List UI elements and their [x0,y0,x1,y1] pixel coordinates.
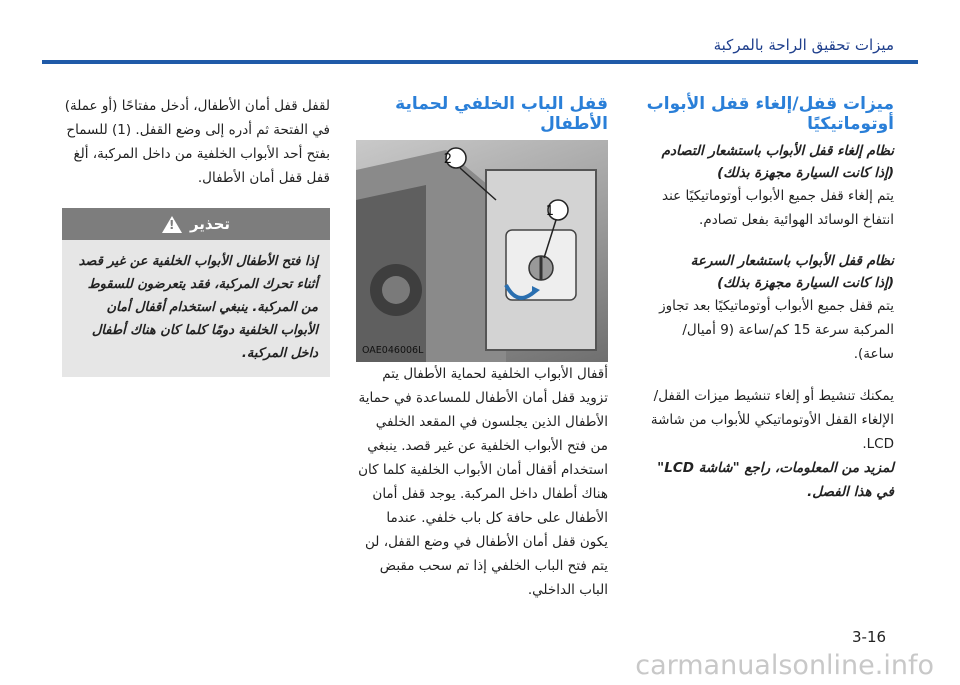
lcd-setting-text: يمكنك تنشيط أو إلغاء تنشيط ميزات القفل/الإلغاء القفل الأوتوماتيكي للأبواب من شاشة LCD. [650,388,894,452]
child-lock-title: قفل الباب الخلفي لحماية الأطفال [395,94,608,134]
warning-triangle-icon [162,216,182,233]
callout-1: 1 [545,204,554,219]
child-lock-text: أقفال الأبواب الخلفية لحماية الأطفال يتم تزويد قفل أمان الأطفال للمساعدة في حماية الأطفال الذين يجلسون في المقعد الخلفي من فتح الأبواب الخلفية عن غير قصد. ينبغي استخدام أقفال أمان الأبواب الخلفية كلما كان هناك أطفال داخل المركبة. يوجد قفل أمان الأطفال على حافة كل باب خلفي. عندما يكون قفل أمان الأطفال في وضع القفل، لن يتم فتح الباب الخلفي إذا تم سحب مقبض الباب الداخلي. [358,366,608,598]
callout-2: 2 [443,152,452,167]
child-lock-section [356,94,608,602]
photo-code: OAE046006L [362,345,424,356]
crash-unlock-text: يتم إلغاء قفل جميع الأبواب أوتوماتيكيًا عند انتفاخ الوسائد الهوائية بفعل تصادم. [662,188,894,228]
warning-title: تحذير [189,215,231,233]
auto-lock-title: ميزات قفل/إلغاء قفل الأبواب أوتوماتيكيًا [646,94,894,134]
speed-lock-text: يتم قفل جميع الأبواب أوتوماتيكيًا بعد تجاوز المركبة سرعة 15 كم/ساعة (9 أميال/ساعة). [659,298,894,362]
speed-lock-note: (إذا كانت السيارة مجهزة بذلك) [717,275,894,291]
warning-text: إذا فتح الأطفال الأبواب الخلفية عن غير قصد أثناء تحرك المركبة، فقد يتعرضون للسقوط من المركبة. ينبغي استخدام أقفال أمان الأبواب الخلفية دومًا كلما كان هناك أطفال داخل المركبة. [78,254,318,361]
watermark: carmanualsonline.info [635,650,934,681]
warning-box [62,208,330,377]
child-lock-instructions [62,94,330,377]
lcd-reference-text: لمزيد من المعلومات، راجع "شاشة LCD" في هذا الفصل. [657,460,894,500]
section-header-title: ميزات تحقيق الراحة بالمركبة [713,36,894,54]
crash-unlock-subtitle: نظام إلغاء قفل الأبواب باستشعار التصادم [661,143,894,159]
speed-lock-subtitle: نظام قفل الأبواب باستشعار السرعة [690,253,894,269]
crash-unlock-note: (إذا كانت السيارة مجهزة بذلك) [717,165,894,181]
warning-header [62,208,330,240]
header-divider [42,60,918,64]
auto-lock-section [644,94,894,504]
page-number: 3-16 [852,628,887,646]
child-lock-instruction-text: لقفل قفل أمان الأطفال، أدخل مفتاحًا (أو عملة) في الفتحة ثم أدره إلى وضع القفل. (1) للسماح بفتح أحد الأبواب الخلفية من داخل المركبة، ألغ قفل قفل أمان الأطفال. [64,98,330,186]
rear-door-photo [356,140,608,362]
